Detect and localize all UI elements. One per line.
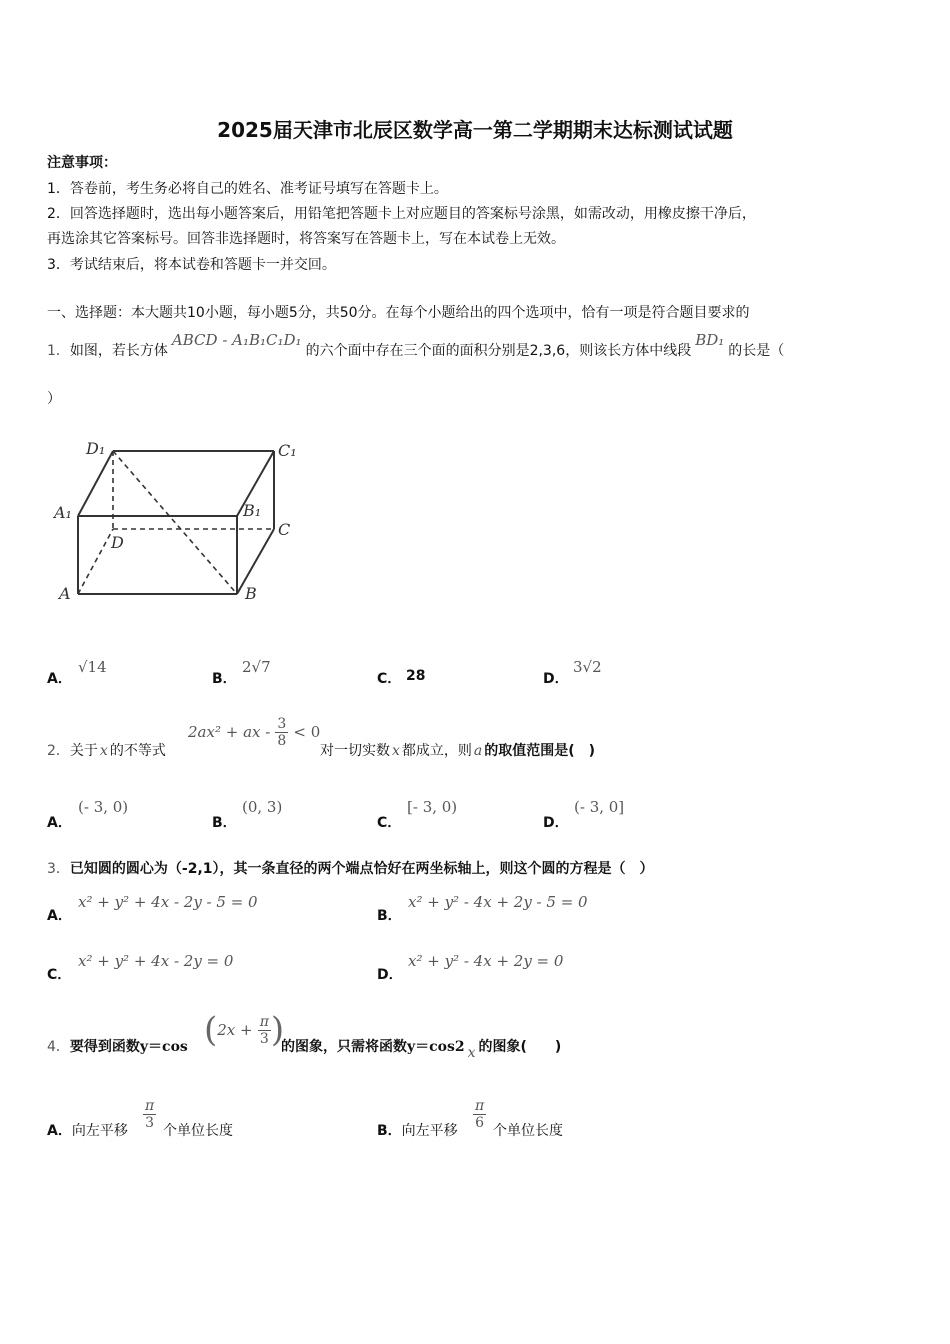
q3-option-b-value[interactable]: x² + y² - 4x + 2y - 5 = 0 <box>408 893 588 911</box>
q2-text-mid1: 的不等式 <box>109 743 166 759</box>
q3-option-d-label[interactable]: D． <box>377 967 403 983</box>
q2-var-a: a <box>473 743 483 759</box>
q4-frac-den: 3 <box>259 1030 269 1047</box>
q4-option-b[interactable] <box>377 1120 458 1140</box>
q3-option-d-value[interactable]: x² + y² - 4x + 2y = 0 <box>408 952 564 970</box>
diagonal-BD1 <box>113 451 237 594</box>
q4-option-b-den: 6 <box>475 1115 485 1131</box>
q4-text-mid: 的图象，只需将函数 <box>281 1039 407 1055</box>
q1-segment: BD₁ <box>695 331 725 349</box>
q3-option-b-label[interactable]: B． <box>377 908 402 924</box>
question-4 <box>47 1036 188 1056</box>
label-C: C <box>278 520 291 539</box>
q1-option-a-value[interactable]: √14 <box>78 658 107 676</box>
q4-fraction <box>258 1014 271 1047</box>
q4-func2: y＝cos2 <box>407 1039 465 1055</box>
q2-option-a-label[interactable]: A． <box>47 815 72 831</box>
q4-argument <box>204 1010 284 1050</box>
q4-option-a-fraction <box>143 1098 156 1131</box>
q2-var-x2: x <box>392 743 400 759</box>
paren-left-icon: ( <box>204 1010 218 1050</box>
q2-option-b-label[interactable]: B． <box>212 815 237 831</box>
q2-text-mid3: 都成立，则 <box>401 743 472 759</box>
question-number: 4． <box>47 1039 70 1055</box>
label-C1: C₁ <box>278 441 297 460</box>
q3-option-a-label[interactable]: A． <box>47 908 72 924</box>
q2-option-c-value[interactable]: [- 3, 0) <box>407 798 458 816</box>
q2-text-mid2: 对一切实数 <box>320 743 390 759</box>
page-title: 2025届天津市北辰区数学高一第二学期期末达标测试试题 <box>217 118 733 142</box>
q1-option-c-value[interactable]: 28 <box>406 668 426 684</box>
q2-fraction <box>275 716 288 749</box>
question-1 <box>47 331 785 360</box>
question-4-tail <box>281 1036 562 1061</box>
q4-frac-num: π <box>259 1013 269 1030</box>
q4-option-a-den: 3 <box>145 1115 155 1131</box>
q1-text-mid: 的六个面中存在三个面的面积分别是2,3,6，则该长方体中线段 <box>305 343 692 359</box>
q2-expr-a: 2ax² + ax - <box>188 723 271 741</box>
notice-item: 3．考试结束后，将本试卷和答题卡一并交回。 <box>47 257 336 273</box>
q1-text-post: 的长是（ <box>728 343 785 359</box>
q4-option-a-label[interactable]: A． <box>47 1123 72 1139</box>
q4-option-b-label[interactable]: B． <box>377 1123 402 1139</box>
q2-option-b-value[interactable]: (0, 3) <box>242 798 283 816</box>
q2-inequality <box>188 716 320 749</box>
cuboid-figure <box>50 432 300 627</box>
notice-heading: 注意事项： <box>47 155 117 171</box>
label-B1: B₁ <box>243 501 262 520</box>
q2-option-c-label[interactable]: C． <box>377 815 402 831</box>
q1-close-paren: ） <box>47 391 61 407</box>
question-2 <box>47 740 166 760</box>
label-D1: D₁ <box>86 439 106 458</box>
q2-option-d-value[interactable]: (- 3, 0] <box>574 798 625 816</box>
q4-option-a-pre: 向左平移 <box>71 1123 128 1139</box>
section-heading: 一、选择题：本大题共10小题，每小题5分，共50分。在每个小题给出的四个选项中，恰有一项是符合题目要求的 <box>47 305 750 321</box>
q4-option-b-pre: 向左平移 <box>401 1123 458 1139</box>
q3-text: 已知圆的圆心为（-2,1），其一条直径的两个端点恰好在两坐标轴上，则这个圆的方程是（ ） <box>69 861 654 877</box>
q1-solid-name: ABCD - A₁B₁C₁D₁ <box>171 331 302 349</box>
q4-option-a-post: 个单位长度 <box>163 1123 233 1139</box>
q4-option-b-num: π <box>475 1098 485 1114</box>
q4-text-post: 的图象( ) <box>478 1039 562 1055</box>
notice-item: 再选涂其它答案标号。回答非选择题时，将答案写在答题卡上，写在本试卷上无效。 <box>47 231 565 247</box>
q4-option-b-post: 个单位长度 <box>493 1123 563 1139</box>
q1-option-c-label[interactable]: C． <box>377 671 402 687</box>
edge-AD <box>78 529 113 594</box>
q1-option-a-label[interactable]: A． <box>47 671 72 687</box>
label-D: D <box>111 533 124 552</box>
q4-option-a-num: π <box>145 1098 155 1114</box>
q4-func1: y＝cos <box>139 1039 188 1055</box>
label-B: B <box>245 584 257 603</box>
q2-frac-den: 8 <box>277 733 287 749</box>
label-A: A <box>59 584 71 603</box>
q2-frac-num: 3 <box>277 716 287 732</box>
notice-item: 2．回答选择题时，选出每小题答案后，用铅笔把答题卡上对应题目的答案标号涂黑，如需改动，用橡皮擦干净后， <box>47 206 756 222</box>
question-number: 3． <box>47 861 70 877</box>
paren-right-icon: ) <box>270 1010 285 1050</box>
notice-item: 1．答卷前，考生务必将自己的姓名、准考证号填写在答题卡上。 <box>47 181 448 197</box>
q1-option-d-value[interactable]: 3√2 <box>573 658 602 676</box>
q2-option-a-value[interactable]: (- 3, 0) <box>78 798 129 816</box>
question-2-tail <box>320 740 595 760</box>
q2-expr-b: < 0 <box>293 723 321 741</box>
q2-text-post: 的取值范围是( ) <box>484 743 596 759</box>
q3-option-c-value[interactable]: x² + y² + 4x - 2y = 0 <box>78 952 234 970</box>
q3-option-a-value[interactable]: x² + y² + 4x - 2y - 5 = 0 <box>78 893 258 911</box>
q2-var-x: x <box>99 743 108 759</box>
question-number: 1． <box>47 343 70 359</box>
q3-option-c-label[interactable]: C． <box>47 967 72 983</box>
q4-text-pre: 要得到函数 <box>69 1039 140 1055</box>
q1-text-pre: 如图，若长方体 <box>69 343 168 359</box>
edge-A1D1 <box>78 451 113 516</box>
q4-option-b-fraction <box>473 1098 486 1131</box>
question-number: 2． <box>47 743 70 759</box>
q1-option-d-label[interactable]: D． <box>543 671 569 687</box>
q1-option-b-value[interactable]: 2√7 <box>242 658 271 676</box>
q4-option-a[interactable] <box>47 1120 128 1140</box>
q1-option-b-label[interactable]: B． <box>212 671 237 687</box>
label-A1: A₁ <box>54 503 72 522</box>
q4-var-x: x <box>467 1045 476 1061</box>
question-3 <box>47 858 654 878</box>
q2-text-pre: 关于 <box>69 743 98 759</box>
q2-option-d-label[interactable]: D． <box>543 815 569 831</box>
q4-arg-a: 2x + <box>217 1021 253 1039</box>
